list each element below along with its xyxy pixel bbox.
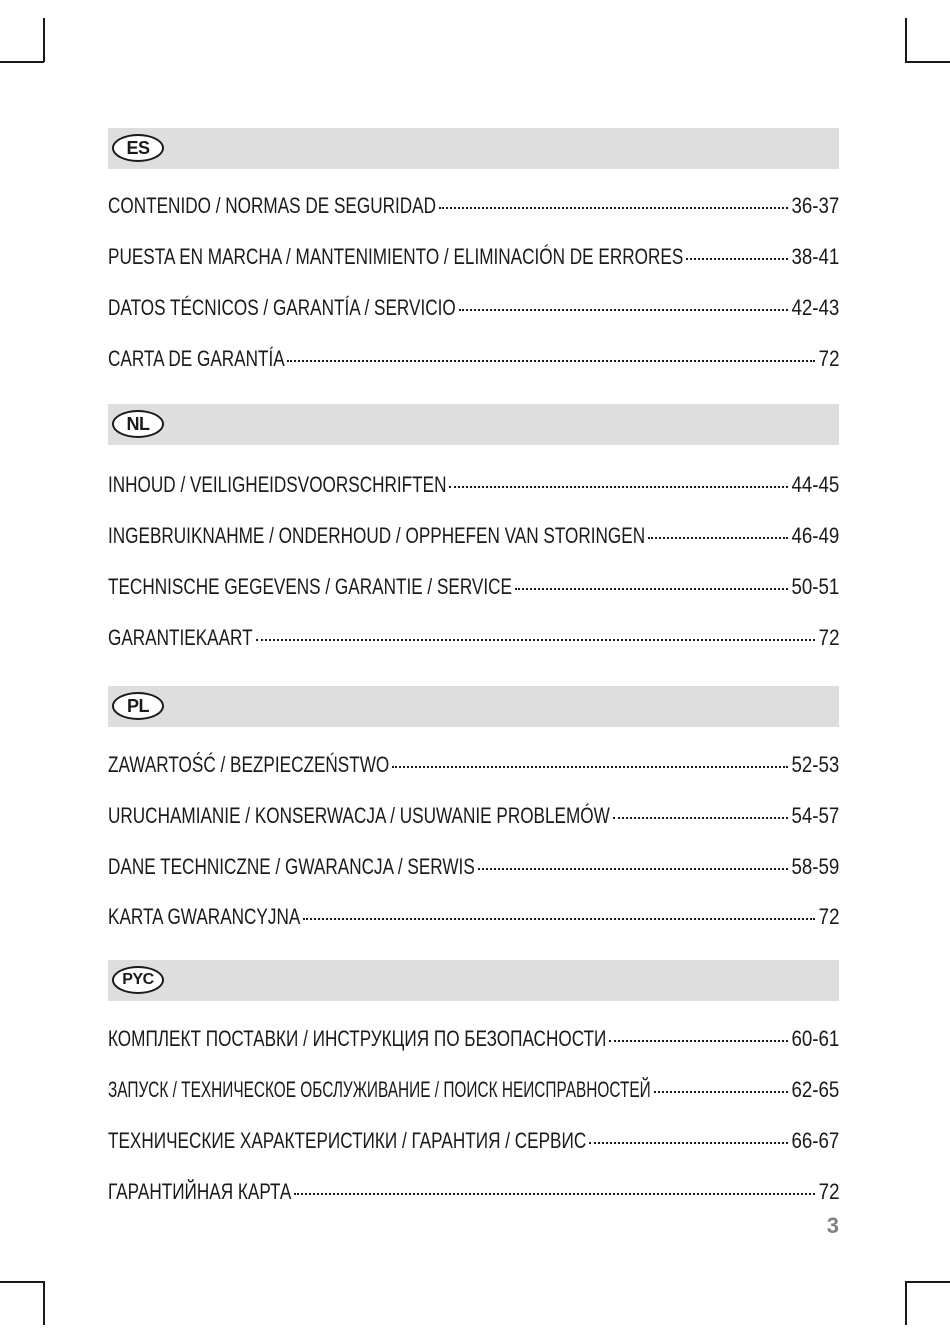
section-header-nl [108,404,839,445]
toc-dot-leader [459,309,788,311]
toc-entry-title: INHOUD / VEILIGHEIDSVOORSCHRIFTEN [108,472,447,497]
toc-entry-title: KARTA GWARANCYJNA [108,904,301,929]
toc-dot-leader [589,1142,788,1144]
toc-dot-leader [654,1091,788,1093]
toc-entry-pages: 38-41 [791,244,839,269]
toc-entry[interactable] [108,188,839,224]
toc-entry-title: ZAWARTOŚĆ / BEZPIECZEŃSTWO [108,752,390,777]
toc-entry[interactable] [108,1072,839,1108]
crop-mark-top-left-vertical [43,18,45,62]
toc-dot-leader [303,918,815,920]
toc-entry[interactable] [108,849,839,885]
crop-mark-bottom-left-horizontal [0,1281,44,1283]
crop-mark-bottom-right-vertical [905,1281,907,1325]
toc-dot-leader [392,766,788,768]
toc-entry-title: INGEBRUIKNAHME / ONDERHOUD / OPPHEFEN VAN STORINGEN [108,523,646,548]
section-header-pl [108,686,839,727]
toc-entry[interactable] [108,620,839,656]
toc-dot-leader [287,360,814,362]
toc-entry-pages: 60-61 [791,1026,839,1051]
toc-dot-leader [256,639,815,641]
crop-mark-bottom-right-horizontal [905,1281,950,1283]
toc-entry-title: DATOS TÉCNICOS / GARANTÍA / SERVICIO [108,295,456,320]
toc-entry-pages: 72 [818,1179,839,1204]
toc-entry-title: CARTA DE GARANTÍA [108,346,285,371]
toc-entry-pages: 72 [818,625,839,650]
toc-entry-title: URUCHAMIANIE / KONSERWACJA / USUWANIE PROBLEMÓW [108,803,610,828]
toc-entry-pages: 72 [818,904,839,929]
toc-entry-title: TECHNISCHE GEGEVENS / GARANTIE / SERVICE [108,574,512,599]
page-number: 3 [826,1213,839,1238]
toc-entry[interactable] [108,239,839,275]
toc-entry-pages: 36-37 [791,193,839,218]
toc-dot-leader [686,258,788,260]
toc-dot-leader [478,868,788,870]
toc-entry-title: PUESTA EN MARCHA / MANTENIMIENTO / ELIMINACIÓN DE ERRORES [108,244,684,269]
toc-entry-title: ГАРАНТИЙНАЯ КАРТА [108,1179,292,1204]
toc-entry-pages: 52-53 [791,752,839,777]
toc-entry-title: КОМПЛЕКТ ПОСТАВКИ / ИНСТРУКЦИЯ ПО БЕЗОПАСНОСТИ [108,1026,607,1051]
toc-entry[interactable] [108,569,839,605]
toc-entry-pages: 54-57 [791,803,839,828]
toc-entry-title: ЗАПУСК / ТЕХНИЧЕСКОЕ ОБСЛУЖИВАНИЕ / ПОИСК НЕИСПРАВНОСТЕЙ [108,1077,651,1102]
toc-dot-leader [648,537,788,539]
language-badge: NL [112,410,164,438]
toc-entry-pages: 42-43 [791,295,839,320]
toc-dot-leader [439,207,787,209]
toc-dot-leader [449,486,787,488]
toc-dot-leader [613,817,788,819]
toc-entry[interactable] [108,518,839,554]
toc-entry-title: ТЕХНИЧЕСКИЕ ХАРАКТЕРИСТИКИ / ГАРАНТИЯ / СЕРВИС [108,1128,587,1153]
toc-dot-leader [609,1040,788,1042]
toc-entry[interactable] [108,467,839,503]
toc-entry-title: DANE TECHNICZNE / GWARANCJA / SERWIS [108,854,475,879]
language-badge: PYC [112,966,164,994]
toc-entry-title: CONTENIDO / NORMAS DE SEGURIDAD [108,193,436,218]
toc-entry-pages: 62-65 [791,1077,839,1102]
toc-dot-leader [515,588,788,590]
toc-entry-pages: 50-51 [791,574,839,599]
toc-entry-pages: 46-49 [791,523,839,548]
crop-mark-top-left-horizontal [0,61,44,63]
toc-entry[interactable] [108,290,839,326]
toc-entry[interactable] [108,1174,839,1210]
toc-entry-pages: 44-45 [791,472,839,497]
crop-mark-top-right-horizontal [905,61,950,63]
crop-mark-top-right-vertical [905,18,907,62]
toc-entry[interactable] [108,899,839,935]
toc-entry-pages: 66-67 [791,1128,839,1153]
language-badge: ES [112,134,164,162]
toc-entry-pages: 72 [818,346,839,371]
language-badge: PL [112,692,164,720]
toc-dot-leader [294,1193,814,1195]
toc-entry-pages: 58-59 [791,854,839,879]
section-header-pyc [108,960,839,1001]
section-header-es [108,128,839,169]
toc-entry[interactable] [108,798,839,834]
crop-mark-bottom-left-vertical [43,1281,45,1325]
toc-entry[interactable] [108,1021,839,1057]
toc-entry[interactable] [108,341,839,377]
toc-entry[interactable] [108,747,839,783]
toc-entry[interactable] [108,1123,839,1159]
toc-entry-title: GARANTIEKAART [108,625,253,650]
